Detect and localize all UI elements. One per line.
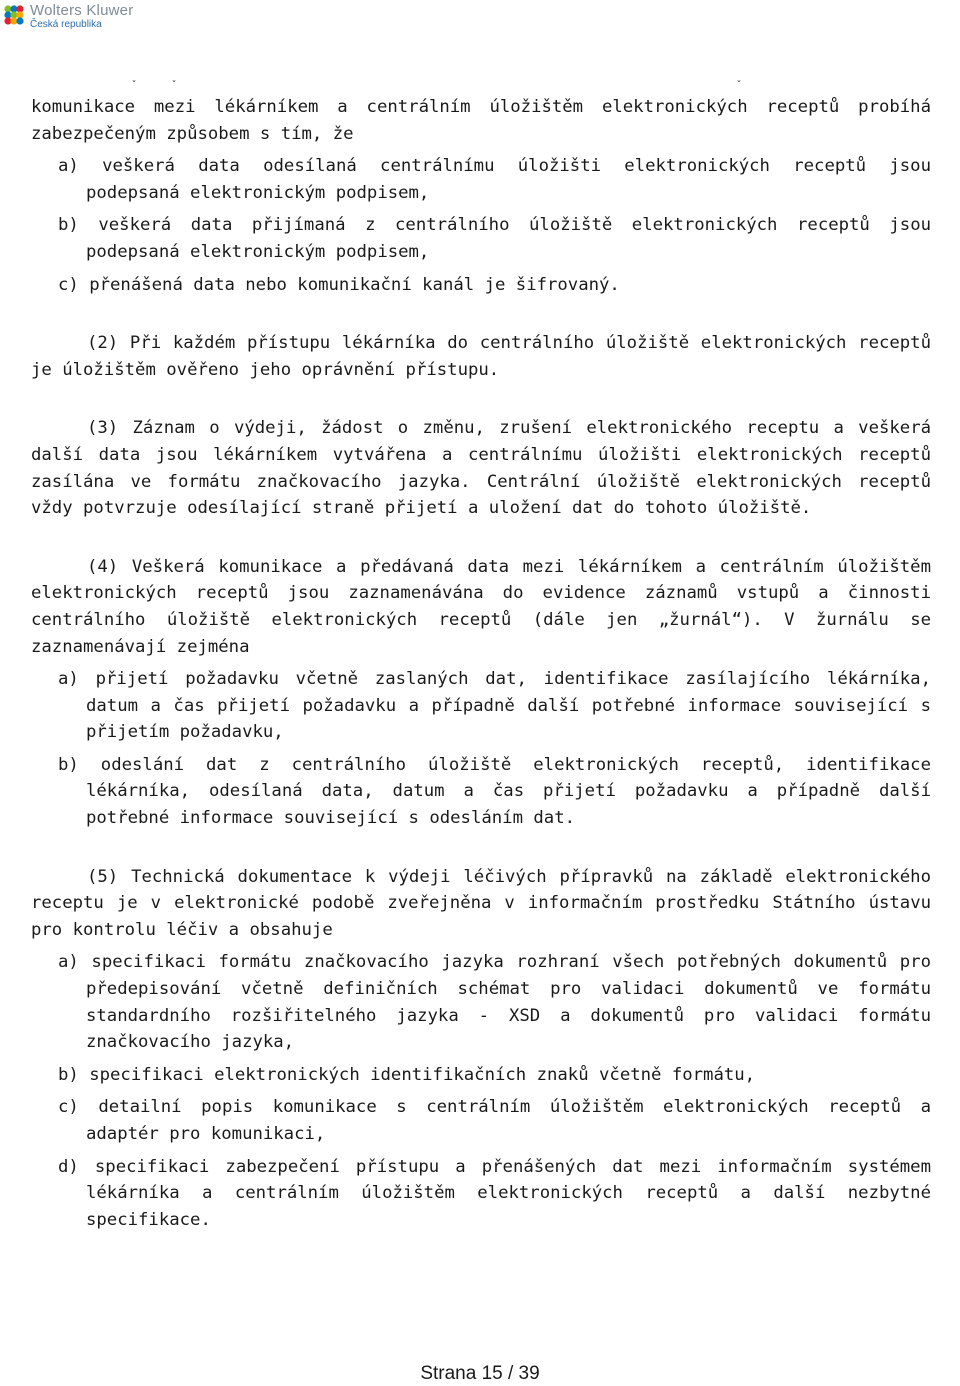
logo-subtitle: Česká republika [30,19,102,30]
paragraph-4-item-b: b) odeslání dat z centrálního úložiště elektronických receptů, identifikace lékárníka, odesílaná data, datum a čas přijetí požadavku a případně další potřebné informace související s odesláním dat. [58,754,931,829]
document-body [31,76,931,1233]
paragraph-5-item-b: b) specifikaci elektronických identifikačních znaků včetně formátu, [58,1064,756,1085]
paragraph-3: (3) Záznam o výdeji, žádost o změnu, zrušení elektronického receptu a veškerá další data jsou lékárníkem vytvářena a centrálnímu úložišti elektronických receptů zasílána ve formátu značkovacího jazyka. Centrální úložiště elektronických receptů vždy potvrzuje odesílající straně přijetí a uložení dat do tohoto úložiště. [31,418,931,519]
paragraph-5-item-a: a) specifikaci formátu značkovacího jazyka rozhraní všech potřebných dokumentů pro předepisování včetně definičních schémat pro validaci dokumentů ve formátu standardního rozšiřitelného jazyka - XSD a dokumentů pro validaci formátu značkovacího jazyka, [58,952,931,1053]
paragraph-5-item-d: d) specifikaci zabezpečení přístupu a přenášených dat mezi informačním systémem lékárníka a centrálním úložištěm elektronických receptů a další nezbytné specifikace. [58,1156,931,1230]
logo-name: Wolters Kluwer [30,2,134,19]
cropped-previous-line: ˇ ˇ ˇ [131,80,743,91]
publisher-logo [2,3,133,30]
intro-item-b: b) veškerá data přijímaná z centrálního úložiště elektronických receptů jsou podepsaná elektronickým podpisem, [58,215,931,262]
paragraph-4-item-a: a) přijetí požadavku včetně zaslaných dat, identifikace zasílajícího lékárníka, datum a čas přijetí požadavku a případně další potřebné informace související s přijetím požadavku, [58,669,931,743]
intro-item-a: a) veškerá data odesílaná centrálnímu úložišti elektronických receptů jsou podepsaná elektronickým podpisem, [58,156,931,203]
page-number: Strana 15 / 39 [420,1363,540,1384]
intro-item-c: c) přenášená data nebo komunikační kanál je šifrovaný. [58,274,620,295]
wolters-kluwer-logo-icon [2,3,26,27]
paragraph-5-item-c: c) detailní popis komunikace s centrálním úložištěm elektronických receptů a adaptér pro komunikaci, [58,1097,931,1144]
paragraph-4: (4) Veškerá komunikace a předávaná data mezi lékárníkem a centrálním úložištěm elektronických receptů jsou zaznamenávána do evidence záznamů vstupů a činnosti centrálního úložiště elektronických receptů (dále jen „žurnál“). V žurnálu se zaznamenávají zejména [31,556,931,657]
intro-paragraph: komunikace mezi lékárníkem a centrálním úložištěm elektronických receptů probíhá zabezpečeným způsobem s tím, že [31,97,931,144]
paragraph-2: (2) Při každém přístupu lékárníka do centrálního úložiště elektronických receptů je úložištěm ověřeno jeho oprávnění přístupu. [31,333,931,380]
paragraph-5: (5) Technická dokumentace k výdeji léčivých přípravků na základě elektronického receptu je v elektronické podobě zveřejněna v informačním prostředku Státního ústavu pro kontrolu léčiv a obsahuje [31,866,931,940]
